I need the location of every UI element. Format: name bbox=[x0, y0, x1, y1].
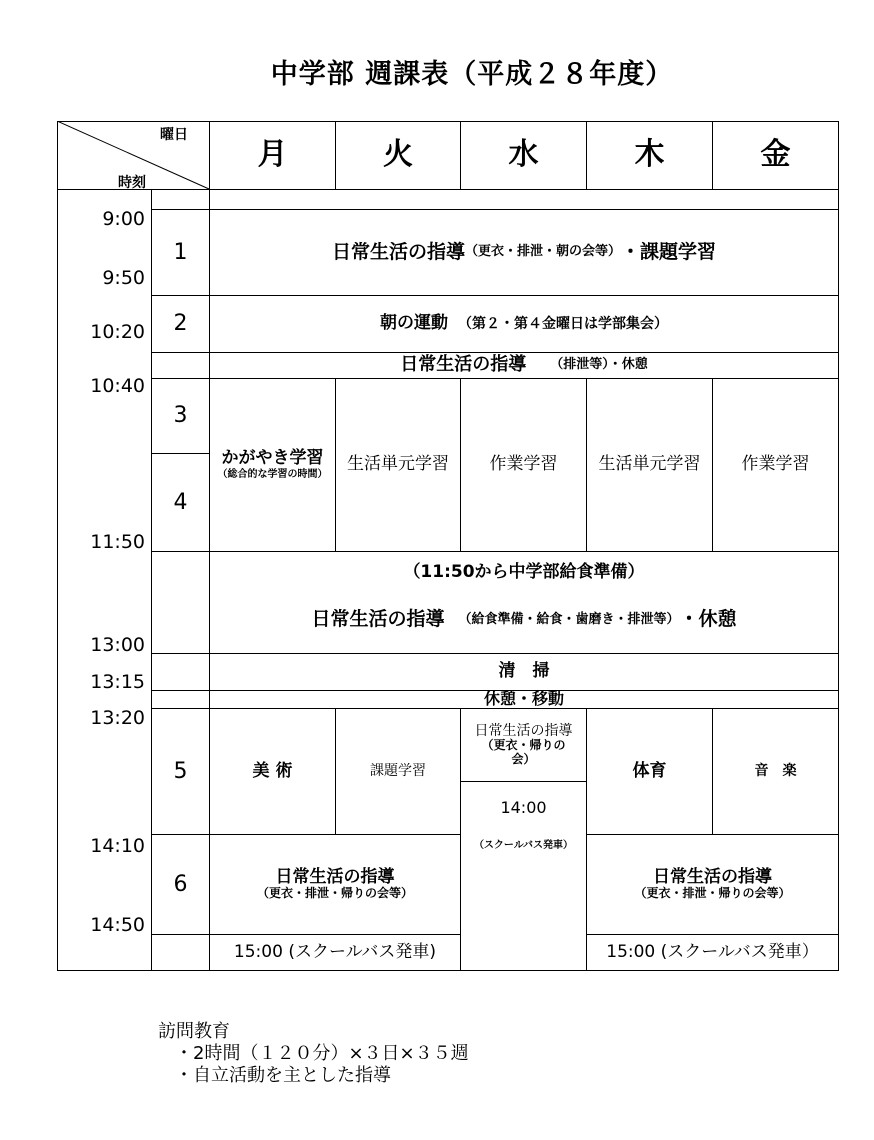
activity-main: かがやき学習 bbox=[221, 448, 324, 469]
period-number: 2 bbox=[173, 311, 188, 337]
cleaning-activity: 清 掃 bbox=[498, 661, 550, 682]
time-label: 13:15 bbox=[90, 671, 145, 693]
notes-heading: 訪問教育 bbox=[158, 1021, 230, 1042]
corner-label-time: 時刻 bbox=[118, 175, 146, 191]
period1-activity bbox=[210, 210, 838, 295]
period-number: 5 bbox=[173, 758, 188, 784]
p5-tue: 課題学習 bbox=[370, 763, 426, 780]
break-move-activity: 休憩・移動 bbox=[483, 689, 564, 709]
time-label: 9:50 bbox=[102, 267, 145, 289]
p5-fri: 音 楽 bbox=[754, 763, 797, 780]
p34-tue: 生活単元学習 bbox=[347, 454, 449, 475]
p5-wed bbox=[461, 709, 586, 781]
period-number: 3 bbox=[173, 403, 188, 429]
time-label: 10:40 bbox=[90, 375, 145, 397]
time-label: 14:50 bbox=[90, 914, 145, 936]
p34-wed: 作業学習 bbox=[489, 454, 558, 475]
period-number: 4 bbox=[173, 489, 188, 515]
activity-tail: ・休憩 bbox=[679, 608, 737, 631]
activity-main: 日常生活の指導 bbox=[311, 608, 445, 631]
day-header-thu: 木 bbox=[634, 137, 665, 173]
notes-item: ・自立活動を主とした指導 bbox=[175, 1065, 391, 1086]
day-header-mon: 月 bbox=[257, 137, 288, 173]
p5-wed-time: 14:00 bbox=[500, 798, 547, 817]
period-number: 6 bbox=[173, 871, 188, 897]
activity-detail: （更衣・排泄・帰りの会等） bbox=[634, 886, 791, 901]
activity-detail: （給食準備・給食・歯磨き・排泄等） bbox=[458, 611, 680, 627]
time-label: 13:20 bbox=[90, 707, 145, 729]
p5-wed-bus: （スクールバス発車） bbox=[473, 840, 574, 851]
activity-main: 日常生活の指導 bbox=[653, 866, 772, 887]
period2-activity bbox=[210, 296, 838, 352]
corner-label-day: 曜日 bbox=[160, 127, 188, 143]
time-label: 13:00 bbox=[90, 634, 145, 656]
activity-main: 朝の運動 bbox=[380, 313, 448, 334]
p34-fri: 作業学習 bbox=[741, 454, 810, 475]
time-label: 11:50 bbox=[90, 531, 145, 553]
activity-detail: （第２・第４金曜日は学部集会） bbox=[458, 315, 668, 332]
notes-item: ・2時間（１２０分）×３日×３５週 bbox=[175, 1043, 469, 1064]
time-label: 14:10 bbox=[90, 835, 145, 857]
day-header-tue: 火 bbox=[383, 137, 413, 173]
activity-detail: （排泄等）・休憩 bbox=[550, 357, 648, 373]
time-label: 9:00 bbox=[102, 208, 145, 230]
p34-mon bbox=[210, 379, 335, 551]
day-header-fri: 金 bbox=[760, 137, 791, 173]
activity-detail: （総合的な学習の時間） bbox=[217, 469, 328, 481]
bus-right: 15:00 (スクールバス発車） bbox=[606, 941, 819, 962]
activity-main: 日常生活の指導 bbox=[331, 240, 465, 263]
activity-tail: ・課題学習 bbox=[621, 240, 717, 263]
break1-activity bbox=[210, 353, 838, 378]
p34-thu: 生活単元学習 bbox=[598, 454, 701, 475]
lunch-activity bbox=[210, 603, 838, 637]
day-header-wed: 水 bbox=[508, 137, 539, 173]
bus-left: 15:00 (スクールバス発車) bbox=[233, 941, 437, 962]
p5-thu: 体育 bbox=[632, 760, 667, 781]
p6-right bbox=[587, 835, 838, 934]
activity-main: 日常生活の指導 bbox=[400, 354, 527, 376]
lunch-prep-note: （11:50から中学部給食準備） bbox=[403, 562, 645, 582]
activity-main: 日常生活の指導 bbox=[474, 723, 573, 740]
p5-mon: 美 術 bbox=[252, 760, 293, 781]
page-title: 中学部 週課表（平成２８年度） bbox=[270, 59, 674, 90]
activity-detail: （更衣・排泄・帰りの会等） bbox=[256, 886, 413, 901]
activity-detail: （更衣・帰りの会） bbox=[481, 738, 566, 767]
time-label: 10:20 bbox=[90, 321, 145, 343]
activity-main: 日常生活の指導 bbox=[275, 866, 395, 887]
period-number: 1 bbox=[173, 239, 188, 265]
activity-detail: （更衣・排泄・朝の会等） bbox=[464, 244, 621, 260]
p6-left bbox=[210, 835, 460, 934]
